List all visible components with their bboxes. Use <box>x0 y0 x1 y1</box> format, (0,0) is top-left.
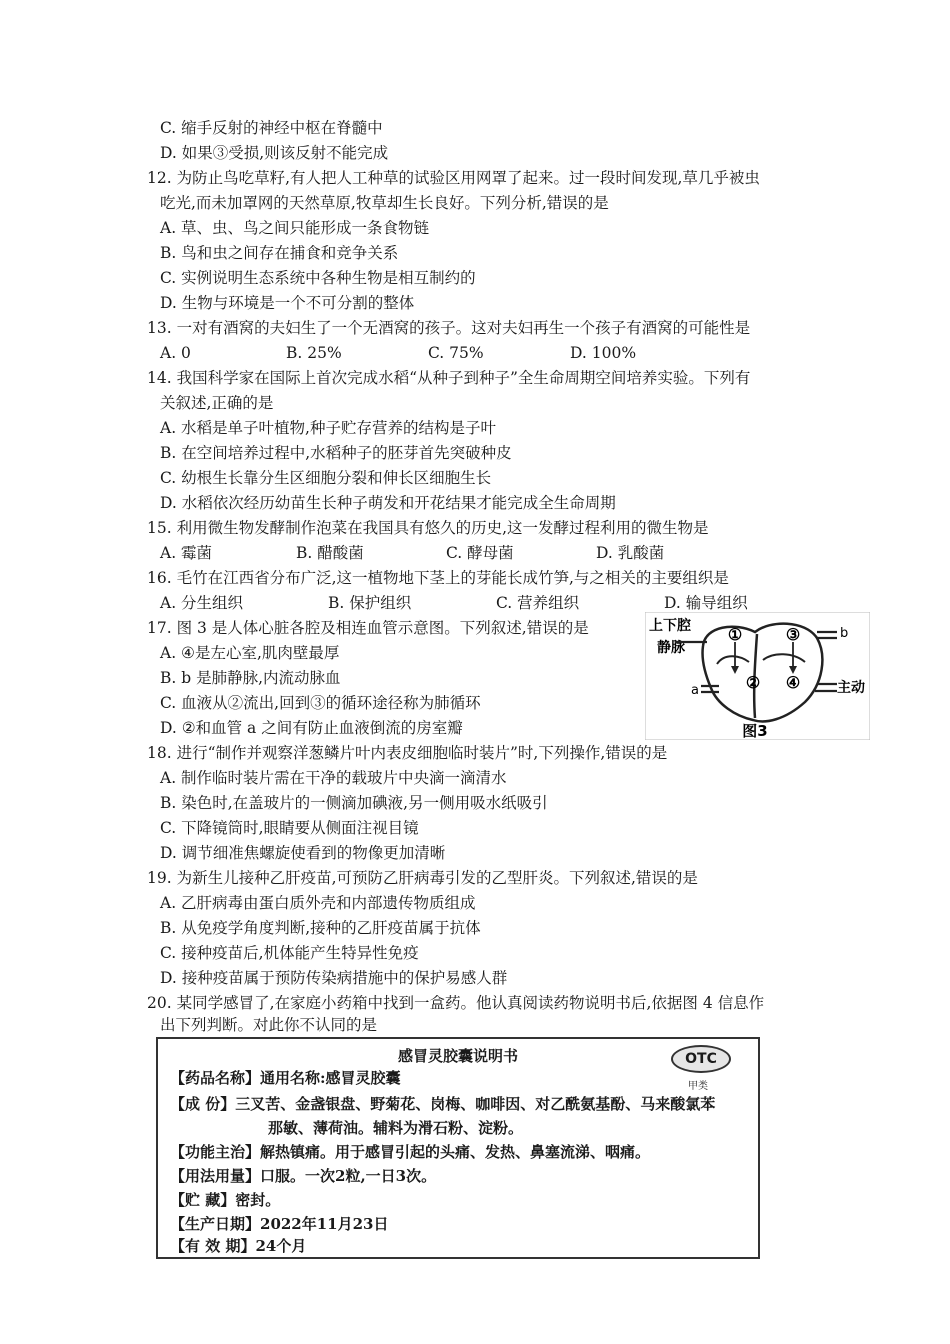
question-13-option-a: A. 0 <box>160 344 191 362</box>
leaflet-indications: 【功能主治】解热镇痛。用于感冒引起的头痛、发热、鼻塞流涕、咽痛。 <box>170 1143 651 1161</box>
question-17-option-c: C. 血液从②流出,回到③的循环途径称为肺循环 <box>160 694 481 712</box>
leaflet-expiry: 【有 效 期】24个月 <box>170 1237 307 1255</box>
chamber-1-label: ① <box>727 625 743 644</box>
leaflet-ingredients: 【成 份】三叉苦、金盏银盘、野菊花、岗梅、咖啡因、对乙酰氨基酚、马来酸氯苯 <box>170 1095 716 1113</box>
question-12-option-c: C. 实例说明生态系统中各种生物是相互制约的 <box>160 269 476 287</box>
aorta-label: 主动 <box>837 680 865 696</box>
chamber-2-label: ② <box>745 673 761 692</box>
heart-diagram <box>645 612 870 740</box>
question-14-option-b: B. 在空间培养过程中,水稻种子的胚芽首先突破种皮 <box>160 444 512 462</box>
otc-badge: OTC <box>671 1045 731 1073</box>
question-14-stem: 14. 我国科学家在国际上首次完成水稻“从种子到种子”全生命周期空间培养实验。下列有 <box>147 369 751 387</box>
question-19-option-b: B. 从免疫学角度判断,接种的乙肝疫苗属于抗体 <box>160 919 481 937</box>
question-12-option-d: D. 生物与环境是一个不可分割的整体 <box>160 294 415 312</box>
question-15-option-d: D. 乳酸菌 <box>596 544 665 562</box>
option-line: D. 如果③受损,则该反射不能完成 <box>160 144 389 162</box>
chamber-3-label: ③ <box>785 625 801 644</box>
label-vena-cava-2: 静脉 <box>657 640 685 656</box>
vessel-b-label: b <box>840 626 849 641</box>
question-12-stem: 12. 为防止鸟吃草籽,有人把人工种草的试验区用网罩了起来。过一段时间发现,草几乎被虫 <box>147 169 760 187</box>
chamber-4-label: ④ <box>785 673 801 692</box>
leaflet-storage: 【贮 藏】密封。 <box>170 1191 281 1209</box>
question-19-option-a: A. 乙肝病毒由蛋白质外壳和内部遗传物质组成 <box>160 894 476 912</box>
vessel-a-label: a <box>691 683 699 698</box>
question-18-option-a: A. 制作临时装片需在干净的载玻片中央滴一滴清水 <box>160 769 507 787</box>
question-14-option-c: C. 幼根生长靠分生区细胞分裂和伸长区细胞生长 <box>160 469 492 487</box>
question-12-option-b: B. 鸟和虫之间存在捕食和竞争关系 <box>160 244 399 262</box>
question-13-option-c: C. 75% <box>428 344 484 362</box>
question-16-stem: 16. 毛竹在江西省分布广泛,这一植物地下茎上的芽能长成竹笋,与之相关的主要组织是 <box>147 569 729 587</box>
question-18-option-d: D. 调节细准焦螺旋使看到的物像更加清晰 <box>160 844 446 862</box>
question-14-option-a: A. 水稻是单子叶植物,种子贮存营养的结构是子叶 <box>160 419 496 437</box>
label-vena-cava: 上下腔 <box>649 618 691 634</box>
question-13-option-d: D. 100% <box>570 344 637 362</box>
leaflet-title: 感冒灵胶囊说明书 <box>397 1047 518 1065</box>
leaflet-dosage: 【用法用量】口服。一次2粒,一日3次。 <box>170 1167 437 1185</box>
question-16-option-d: D. 输导组织 <box>664 594 748 612</box>
figure-3-caption: 图3 <box>742 722 768 740</box>
question-18-option-c: C. 下降镜筒时,眼睛要从侧面注视目镜 <box>160 819 419 837</box>
question-17-option-b: B. b 是肺静脉,内流动脉血 <box>160 669 341 687</box>
question-16-option-a: A. 分生组织 <box>160 594 244 612</box>
question-14-stem-cont: 关叙述,正确的是 <box>160 394 274 412</box>
question-13-stem: 13. 一对有酒窝的夫妇生了一个无酒窝的孩子。这对夫妇再生一个孩子有酒窝的可能性是 <box>147 319 751 337</box>
option-line: C. 缩手反射的神经中枢在脊髓中 <box>160 119 383 137</box>
question-12-stem-cont: 吃光,而未加罩网的天然草原,牧草却生长良好。下列分析,错误的是 <box>160 194 609 212</box>
question-16-option-c: C. 营养组织 <box>496 594 580 612</box>
question-15-option-c: C. 酵母菌 <box>446 544 514 562</box>
question-15-option-b: B. 醋酸菌 <box>296 544 364 562</box>
leaflet-ingredients-cont: 那敏、薄荷油。辅料为滑石粉、淀粉。 <box>268 1119 524 1137</box>
question-18-stem: 18. 进行“制作并观察洋葱鳞片叶内表皮细胞临时装片”时,下列操作,错误的是 <box>147 744 668 762</box>
leaflet-production-date: 【生产日期】2022年11月23日 <box>170 1215 389 1233</box>
question-13-option-b: B. 25% <box>286 344 342 362</box>
question-18-option-b: B. 染色时,在盖玻片的一侧滴加碘液,另一侧用吸水纸吸引 <box>160 794 548 812</box>
question-20-stem-cont: 出下列判断。对此你不认同的是 <box>160 1016 378 1034</box>
question-15-stem: 15. 利用微生物发酵制作泡菜在我国具有悠久的历史,这一发酵过程利用的微生物是 <box>147 519 709 537</box>
medicine-leaflet <box>156 1037 760 1259</box>
otc-category: 甲类 <box>688 1081 708 1092</box>
question-16-option-b: B. 保护组织 <box>328 594 412 612</box>
question-17-stem: 17. 图 3 是人体心脏各腔及相连血管示意图。下列叙述,错误的是 <box>147 619 589 637</box>
question-20-stem: 20. 某同学感冒了,在家庭小药箱中找到一盒药。他认真阅读药物说明书后,依据图 4 信息作 <box>147 994 765 1012</box>
question-17-option-a: A. ④是左心室,肌肉壁最厚 <box>160 644 340 662</box>
question-19-option-d: D. 接种疫苗属于预防传染病措施中的保护易感人群 <box>160 969 508 987</box>
question-14-option-d: D. 水稻依次经历幼苗生长种子萌发和开花结果才能完成全生命周期 <box>160 494 616 512</box>
question-19-stem: 19. 为新生儿接种乙肝疫苗,可预防乙肝病毒引发的乙型肝炎。下列叙述,错误的是 <box>147 869 698 887</box>
question-19-option-c: C. 接种疫苗后,机体能产生特异性免疫 <box>160 944 419 962</box>
question-12-option-a: A. 草、虫、鸟之间只能形成一条食物链 <box>160 219 430 237</box>
leaflet-drug-name: 【药品名称】通用名称:感冒灵胶囊 <box>170 1069 401 1087</box>
question-15-option-a: A. 霉菌 <box>160 544 213 562</box>
question-17-option-d: D. ②和血管 a 之间有防止血液倒流的房室瓣 <box>160 719 463 737</box>
